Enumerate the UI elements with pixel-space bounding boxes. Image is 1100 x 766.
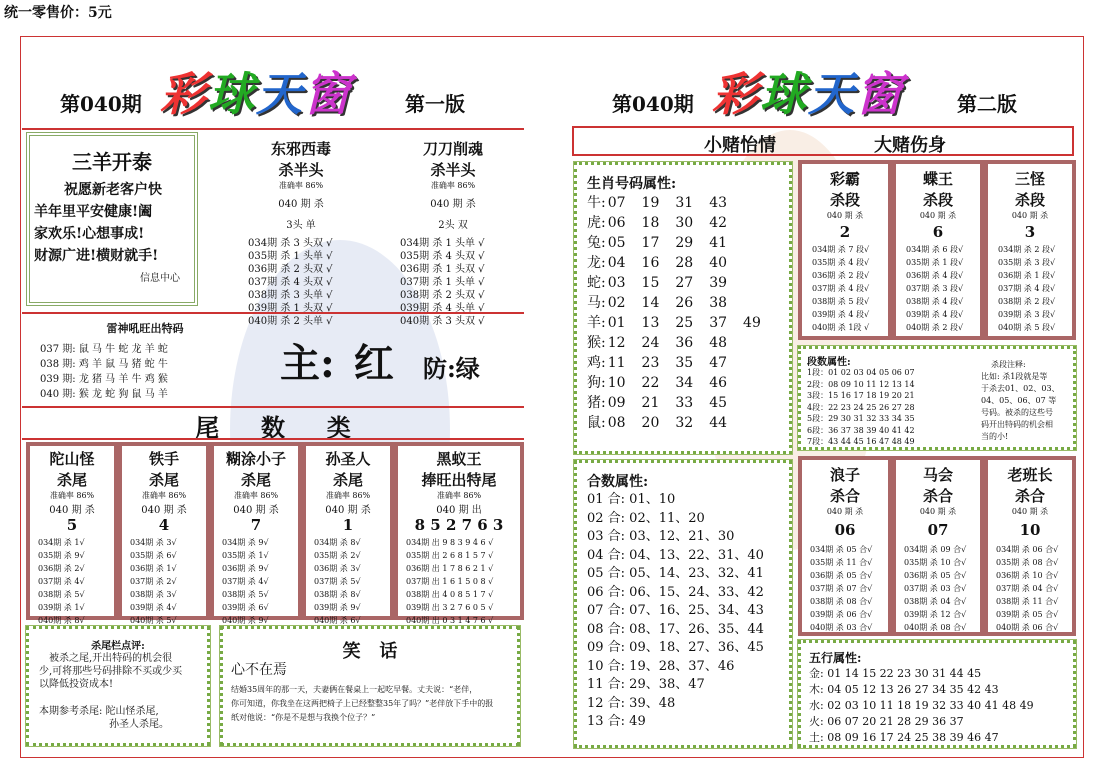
zodiac-animal: 狗: <box>587 375 606 391</box>
defend-value: 防:绿 <box>422 354 480 383</box>
zodiac-animal: 龙: <box>587 255 606 271</box>
zodiac-animal: 鼠: <box>587 415 606 431</box>
tail-box-1: 陀山怪 杀尾 准确率 86% 040 期 杀 5 034期 杀 1√ 035期 杀 9√ 036期 杀 2√ 037期 杀 4√ 038期 杀 5√ 039期 杀 1√ 040期 杀 8√ <box>26 442 118 620</box>
zodiac-row <box>587 193 777 213</box>
left-issue-number: 第040期 <box>60 92 142 116</box>
zodiac-number: 10 <box>607 375 626 391</box>
zodiac-animal: 猪: <box>587 395 606 411</box>
zodiac-number: 45 <box>709 395 728 411</box>
zodiac-row <box>587 293 777 313</box>
segment-note: 杀段注释: 比如: 杀1段就是等 于杀去01、02、03、 04、05、06、07 等 号码。被杀的这些号 码开出特码的机会相 当的小! <box>981 360 1060 441</box>
zodiac-animal: 羊: <box>587 315 606 331</box>
zodiac-number: 30 <box>675 215 694 231</box>
zodiac-number: 47 <box>709 355 728 371</box>
slogan-left: 小赌怡情 <box>704 135 776 156</box>
zodiac-number: 29 <box>675 235 694 251</box>
zodiac-number: 37 <box>709 315 728 331</box>
zodiac-number <box>743 213 777 233</box>
slogan-bar <box>572 126 1074 156</box>
zodiac-number: 02 <box>607 295 626 311</box>
zodiac-row <box>587 233 777 253</box>
he-box-1: 浪子 杀合 040 期 杀 06 034期 杀 05 合√ 035期 杀 11 合√ 036期 杀 05 合√ 037期 杀 07 合√ 038期 杀 08 合√ 039期 杀 06 合√ 040期 杀 03 合√ <box>798 456 892 636</box>
zodiac-row <box>587 413 777 433</box>
tail-header: 尾 数 类 <box>195 413 351 442</box>
tail-box-2: 铁手 杀尾 准确率 86% 040 期 杀 4 034期 杀 3√ 035期 杀 6√ 036期 杀 1√ 037期 杀 2√ 038期 杀 3√ 039期 杀 4√ 040期 杀 5√ <box>118 442 210 620</box>
zodiac-number: 36 <box>675 335 694 351</box>
tail-box-3: 糊涂小子 杀尾 准确率 86% 040 期 杀 7 034期 杀 9√ 035期 杀 1√ 036期 杀 9√ 037期 杀 4√ 038期 杀 5√ 039期 杀 6√ 040期 杀 9√ <box>210 442 302 620</box>
zodiac-number <box>743 293 777 313</box>
sum-attr-box: 合数属性: 01 合: 01、10 02 合: 02、11、20 03 合: 03、12、21、30 04 合: 04、13、22、31、40 05 合: 05、14、23、32、41 06 合: 06、15、24、33、42 07 合: 07、16、25、34、43 08 合: 08、17、26、35、44 09 合: 09、18、27、36、45 10 合: 19、28、37、46 11 合: 29、38、47 12 合: 39、48 13 合: 49 <box>574 460 792 748</box>
seg-box-1: 彩霸 杀段 040 期 杀 2 034期 杀 7 段√ 035期 杀 4 段√ 036期 杀 2 段√ 037期 杀 4 段√ 038期 杀 5 段√ 039期 杀 4 段√ 040期 杀 1段 √ <box>798 160 892 340</box>
zodiac-number: 12 <box>607 335 626 351</box>
zodiac-number: 14 <box>641 295 660 311</box>
zodiac-number <box>743 333 777 353</box>
zodiac-animal: 鸡: <box>587 355 606 371</box>
retail-price: 统一零售价：5元 <box>4 5 112 21</box>
zodiac-number: 44 <box>709 415 728 431</box>
zodiac-number <box>743 253 777 273</box>
zodiac-number <box>743 393 777 413</box>
zodiac-row <box>587 373 777 393</box>
zodiac-number: 06 <box>607 215 626 231</box>
blessing-sign: 信息中心 <box>140 273 180 284</box>
zodiac-animal: 蛇: <box>587 275 606 291</box>
zodiac-number: 43 <box>709 195 728 211</box>
right-version: 第二版 <box>957 92 1017 116</box>
zodiac-row <box>587 333 777 353</box>
zodiac-animal: 虎: <box>587 215 606 231</box>
half-head-col1: 东邪西毒 杀半头 准确率 86% 040 期 杀 3头 单 034期 杀 3 头双 √ 035期 杀 1 头单 √ 036期 杀 2 头双 √ 037期 杀 4 头双 √ 038期 杀 3 头单 √ 039期 杀 1 头双 √ 040期 杀 2 头单 √ <box>236 138 366 328</box>
thunder-section <box>40 320 250 402</box>
zodiac-animal: 兔: <box>587 235 606 251</box>
zodiac-number: 03 <box>607 275 626 291</box>
left-header-rule <box>22 128 524 130</box>
right-issue-number: 第040期 <box>612 92 694 116</box>
black-ant-box: 黑蚁王 捧旺出特尾 准确率 86% 040 期 出 8 5 2 7 6 3 034期 出 9 8 3 9 4 6 √ 035期 出 2 6 8 1 5 7 √ 036期 出 1 7 8 6 2 1 √ 037期 出 1 6 1 5 0 8 √ 038期 出 4 0 8 5 1 7 √ 039期 出 3 2 7 6 0 5 √ 040期 出 0 3 1 4 7 6 √ <box>394 442 524 620</box>
zodiac-number <box>743 273 777 293</box>
zodiac-row <box>587 353 777 373</box>
thunder-title: 雷神吼旺出特码 <box>106 322 184 335</box>
zodiac-number: 49 <box>743 315 761 331</box>
zodiac-number: 33 <box>675 395 694 411</box>
zodiac-number: 39 <box>709 275 728 291</box>
zodiac-number <box>743 353 777 373</box>
slogan-right: 大赌伤身 <box>874 135 946 156</box>
tail-header-rule-bottom <box>22 438 524 440</box>
zodiac-number <box>743 413 777 433</box>
zodiac-table <box>587 193 777 433</box>
tail-review-box: 杀尾栏点评: 被杀之尾,开出特码的机会很 少,可将那些号码排除不买或少买 以降低投资成本! 本期参考杀尾: 陀山怪杀尾, 孙圣人杀尾。 <box>26 626 210 746</box>
zodiac-number: 27 <box>675 275 694 291</box>
left-version: 第一版 <box>405 92 465 116</box>
zodiac-row <box>587 393 777 413</box>
zodiac-number: 15 <box>641 275 660 291</box>
zodiac-number: 34 <box>675 375 694 391</box>
zodiac-number: 40 <box>709 255 728 271</box>
zodiac-number: 11 <box>607 355 626 371</box>
segment-attr-rows: 1段：01 02 03 04 05 06 07 2段：08 09 10 11 12 13 14 3段：15 16 17 18 19 20 21 4段：22 23 24 25 26 27 28 5段：29 30 31 32 33 34 35 6段：36 37 38 39 40 41 42 7段：43 44 45 16 47 48 49 <box>807 368 915 446</box>
zodiac-number: 04 <box>607 255 626 271</box>
joke-title: 笑 话 <box>342 641 398 662</box>
zodiac-number: 46 <box>709 375 728 391</box>
wuxing-box: 五行属性: 金: 01 14 15 22 23 30 31 44 45 木: 04 05 12 13 26 27 34 35 42 43 水: 02 03 10 11 18 19 32 33 40 41 48 49 火: 06 07 20 21 28 29 36 37 土: 08 09 16 17 24 25 38 39 46 47 <box>798 640 1076 748</box>
seg-box-2: 蝶王 杀段 040 期 杀 6 034期 杀 6 段√ 035期 杀 1 段√ 036期 杀 4 段√ 037期 杀 3 段√ 038期 杀 4 段√ 039期 杀 4 段√ 040期 杀 2 段√ <box>892 160 984 340</box>
segment-attr-box: 段数属性: 1段：01 02 03 04 05 06 07 2段：08 09 10 11 12 13 14 3段：15 16 17 18 19 20 21 4段：22 23 24 25 26 27 28 5段：29 30 31 32 33 34 35 6段：36 37 38 39 40 41 42 7段：43 44 45 16 47 48 49 杀段注释: 比如: 杀1段就是等 于杀去01、02、03、 04、05、06、07 等 号码。被杀的这些号 码开出特码的机会相 当的小! <box>798 346 1076 450</box>
zodiac-number: 21 <box>641 395 660 411</box>
left-logo: 彩球天窗 <box>160 67 352 121</box>
zodiac-number: 24 <box>641 335 660 351</box>
zodiac-number: 48 <box>709 335 728 351</box>
joke-subtitle: 心不在焉 <box>231 662 287 678</box>
zodiac-number: 38 <box>709 295 728 311</box>
zodiac-number: 25 <box>675 315 694 331</box>
zodiac-row <box>587 313 777 333</box>
zodiac-number: 22 <box>641 375 660 391</box>
wuxing-rows: 金: 01 14 15 22 23 30 31 44 45 木: 04 05 12 13 26 27 34 35 42 43 水: 02 03 10 11 18 19 32 33 40 41 48 49 火: 06 07 20 21 28 29 36 37 土: 08 09 16 17 24 25 38 39 46 47 <box>809 667 1034 744</box>
zodiac-number: 32 <box>675 415 694 431</box>
half-head-col2-history: 034期 杀 1 头单 √ 035期 杀 4 头双 √ 036期 杀 1 头双 √ 037期 杀 1 头单 √ 038期 杀 2 头双 √ 039期 杀 4 头单 √ 040期 杀 3 头双 √ <box>400 238 485 327</box>
zodiac-number: 28 <box>675 255 694 271</box>
main-label: 主: <box>280 340 335 387</box>
zodiac-number: 13 <box>641 315 660 331</box>
joke-box <box>220 626 520 746</box>
zodiac-box: 生肖号码属性: 牛: 07 19 31 43 虎: 06 18 30 42 兔: 05 17 29 41 龙: 04 16 28 40 蛇: 03 15 27 39 马: 02 14 26 38 羊: 01 13 25 37 49 猴: 12 24 36 48 鸡: 11 23 35 47 狗: 10 22 34 46 猪: 09 21 33 45 鼠: 08 20 32 44 <box>574 162 792 454</box>
zodiac-row <box>587 273 777 293</box>
zodiac-number: 20 <box>641 415 660 431</box>
sum-attr-rows: 01 合: 01、10 02 合: 02、11、20 03 合: 03、12、21、30 04 合: 04、13、22、31、40 05 合: 05、14、23、32、41 06 合: 06、15、24、33、42 07 合: 07、16、25、34、43 08 合: 08、17、26、35、44 09 合: 09、18、27、36、45 10 合: 19、28、37、46 11 合: 29、38、47 12 合: 39、48 13 合: 49 <box>587 492 764 729</box>
zodiac-number: 01 <box>607 315 626 331</box>
blessing-lines: 祝愿新老客户快 羊年里平安健康!阖 家欢乐!心想事成! 财源广进!横财就手! <box>34 182 162 264</box>
main-value: 红 <box>353 340 394 387</box>
main-color-pick <box>280 332 480 389</box>
zodiac-number <box>743 373 777 393</box>
blessing-box <box>26 132 198 306</box>
half-head-col2: 刀刀削魂 杀半头 准确率 86% 040 期 杀 2头 双 034期 杀 1 头单 √ 035期 杀 4 头双 √ 036期 杀 1 头双 √ 037期 杀 1 头单 √ 038期 杀 2 头双 √ 039期 杀 4 头单 √ 040期 杀 3 头双 √ <box>388 138 518 328</box>
zodiac-number: 26 <box>675 295 694 311</box>
zodiac-number: 18 <box>641 215 660 231</box>
zodiac-number: 09 <box>607 395 626 411</box>
tail-box-4: 孙圣人 杀尾 准确率 86% 040 期 杀 1 034期 杀 8√ 035期 杀 2√ 036期 杀 3√ 037期 杀 5√ 038期 杀 8√ 039期 杀 9√ 040期 杀 6√ <box>302 442 394 620</box>
zodiac-animal: 牛: <box>587 195 606 211</box>
seg-box-3: 三怪 杀段 040 期 杀 3 034期 杀 2 段√ 035期 杀 3 段√ 036期 杀 1 段√ 037期 杀 4 段√ 038期 杀 2 段√ 039期 杀 3 段√ 040期 杀 5 段√ <box>984 160 1076 340</box>
blessing-title: 三羊开泰 <box>72 150 152 174</box>
right-logo: 彩球天窗 <box>712 67 904 121</box>
zodiac-row <box>587 213 777 233</box>
zodiac-row <box>587 253 777 273</box>
left-mid-rule <box>22 312 524 314</box>
zodiac-number: 17 <box>641 235 660 251</box>
zodiac-number: 16 <box>641 255 660 271</box>
thunder-rows: 037 期: 鼠 马 牛 蛇 龙 羊 蛇 038 期: 鸡 羊 鼠 马 猪 蛇 牛 039 期: 龙 猪 马 羊 牛 鸡 猴 040 期: 猴 龙 蛇 狗 鼠 马 羊 <box>40 344 168 400</box>
zodiac-number: 08 <box>607 415 626 431</box>
zodiac-number: 19 <box>641 195 660 211</box>
zodiac-animal: 猴: <box>587 335 606 351</box>
right-header <box>612 58 1082 121</box>
zodiac-number <box>743 193 777 213</box>
zodiac-number: 23 <box>641 355 660 371</box>
joke-text: 结婚35周年的那一天，夫妻俩在餐桌上一起吃早餐。丈夫说：“老伴， 你可知道，你我坐在这两把椅子上已经整整35年了吗？”老伴放下手中的报 纸对他说：“你是不是想与我换个位子？” <box>231 685 494 722</box>
zodiac-animal: 马: <box>587 295 606 311</box>
zodiac-number: 35 <box>675 355 694 371</box>
zodiac-number: 07 <box>607 195 626 211</box>
left-header <box>60 58 530 121</box>
zodiac-number: 31 <box>675 195 694 211</box>
he-box-3: 老班长 杀合 040 期 杀 10 034期 杀 06 合√ 035期 杀 08 合√ 036期 杀 10 合√ 037期 杀 04 合√ 038期 杀 11 合√ 039期 杀 05 合√ 040期 杀 06 合√ <box>984 456 1076 636</box>
zodiac-number: 41 <box>709 235 728 251</box>
zodiac-number <box>743 233 777 253</box>
zodiac-number: 05 <box>607 235 626 251</box>
he-box-2: 马会 杀合 040 期 杀 07 034期 杀 09 合√ 035期 杀 10 合√ 036期 杀 05 合√ 037期 杀 03 合√ 038期 杀 04 合√ 039期 杀 12 合√ 040期 杀 08 合√ <box>892 456 984 636</box>
half-head-col1-history: 034期 杀 3 头双 √ 035期 杀 1 头单 √ 036期 杀 2 头双 √ 037期 杀 4 头双 √ 038期 杀 3 头单 √ 039期 杀 1 头双 √ 040期 杀 2 头单 √ <box>248 238 333 327</box>
zodiac-number: 42 <box>709 215 728 231</box>
